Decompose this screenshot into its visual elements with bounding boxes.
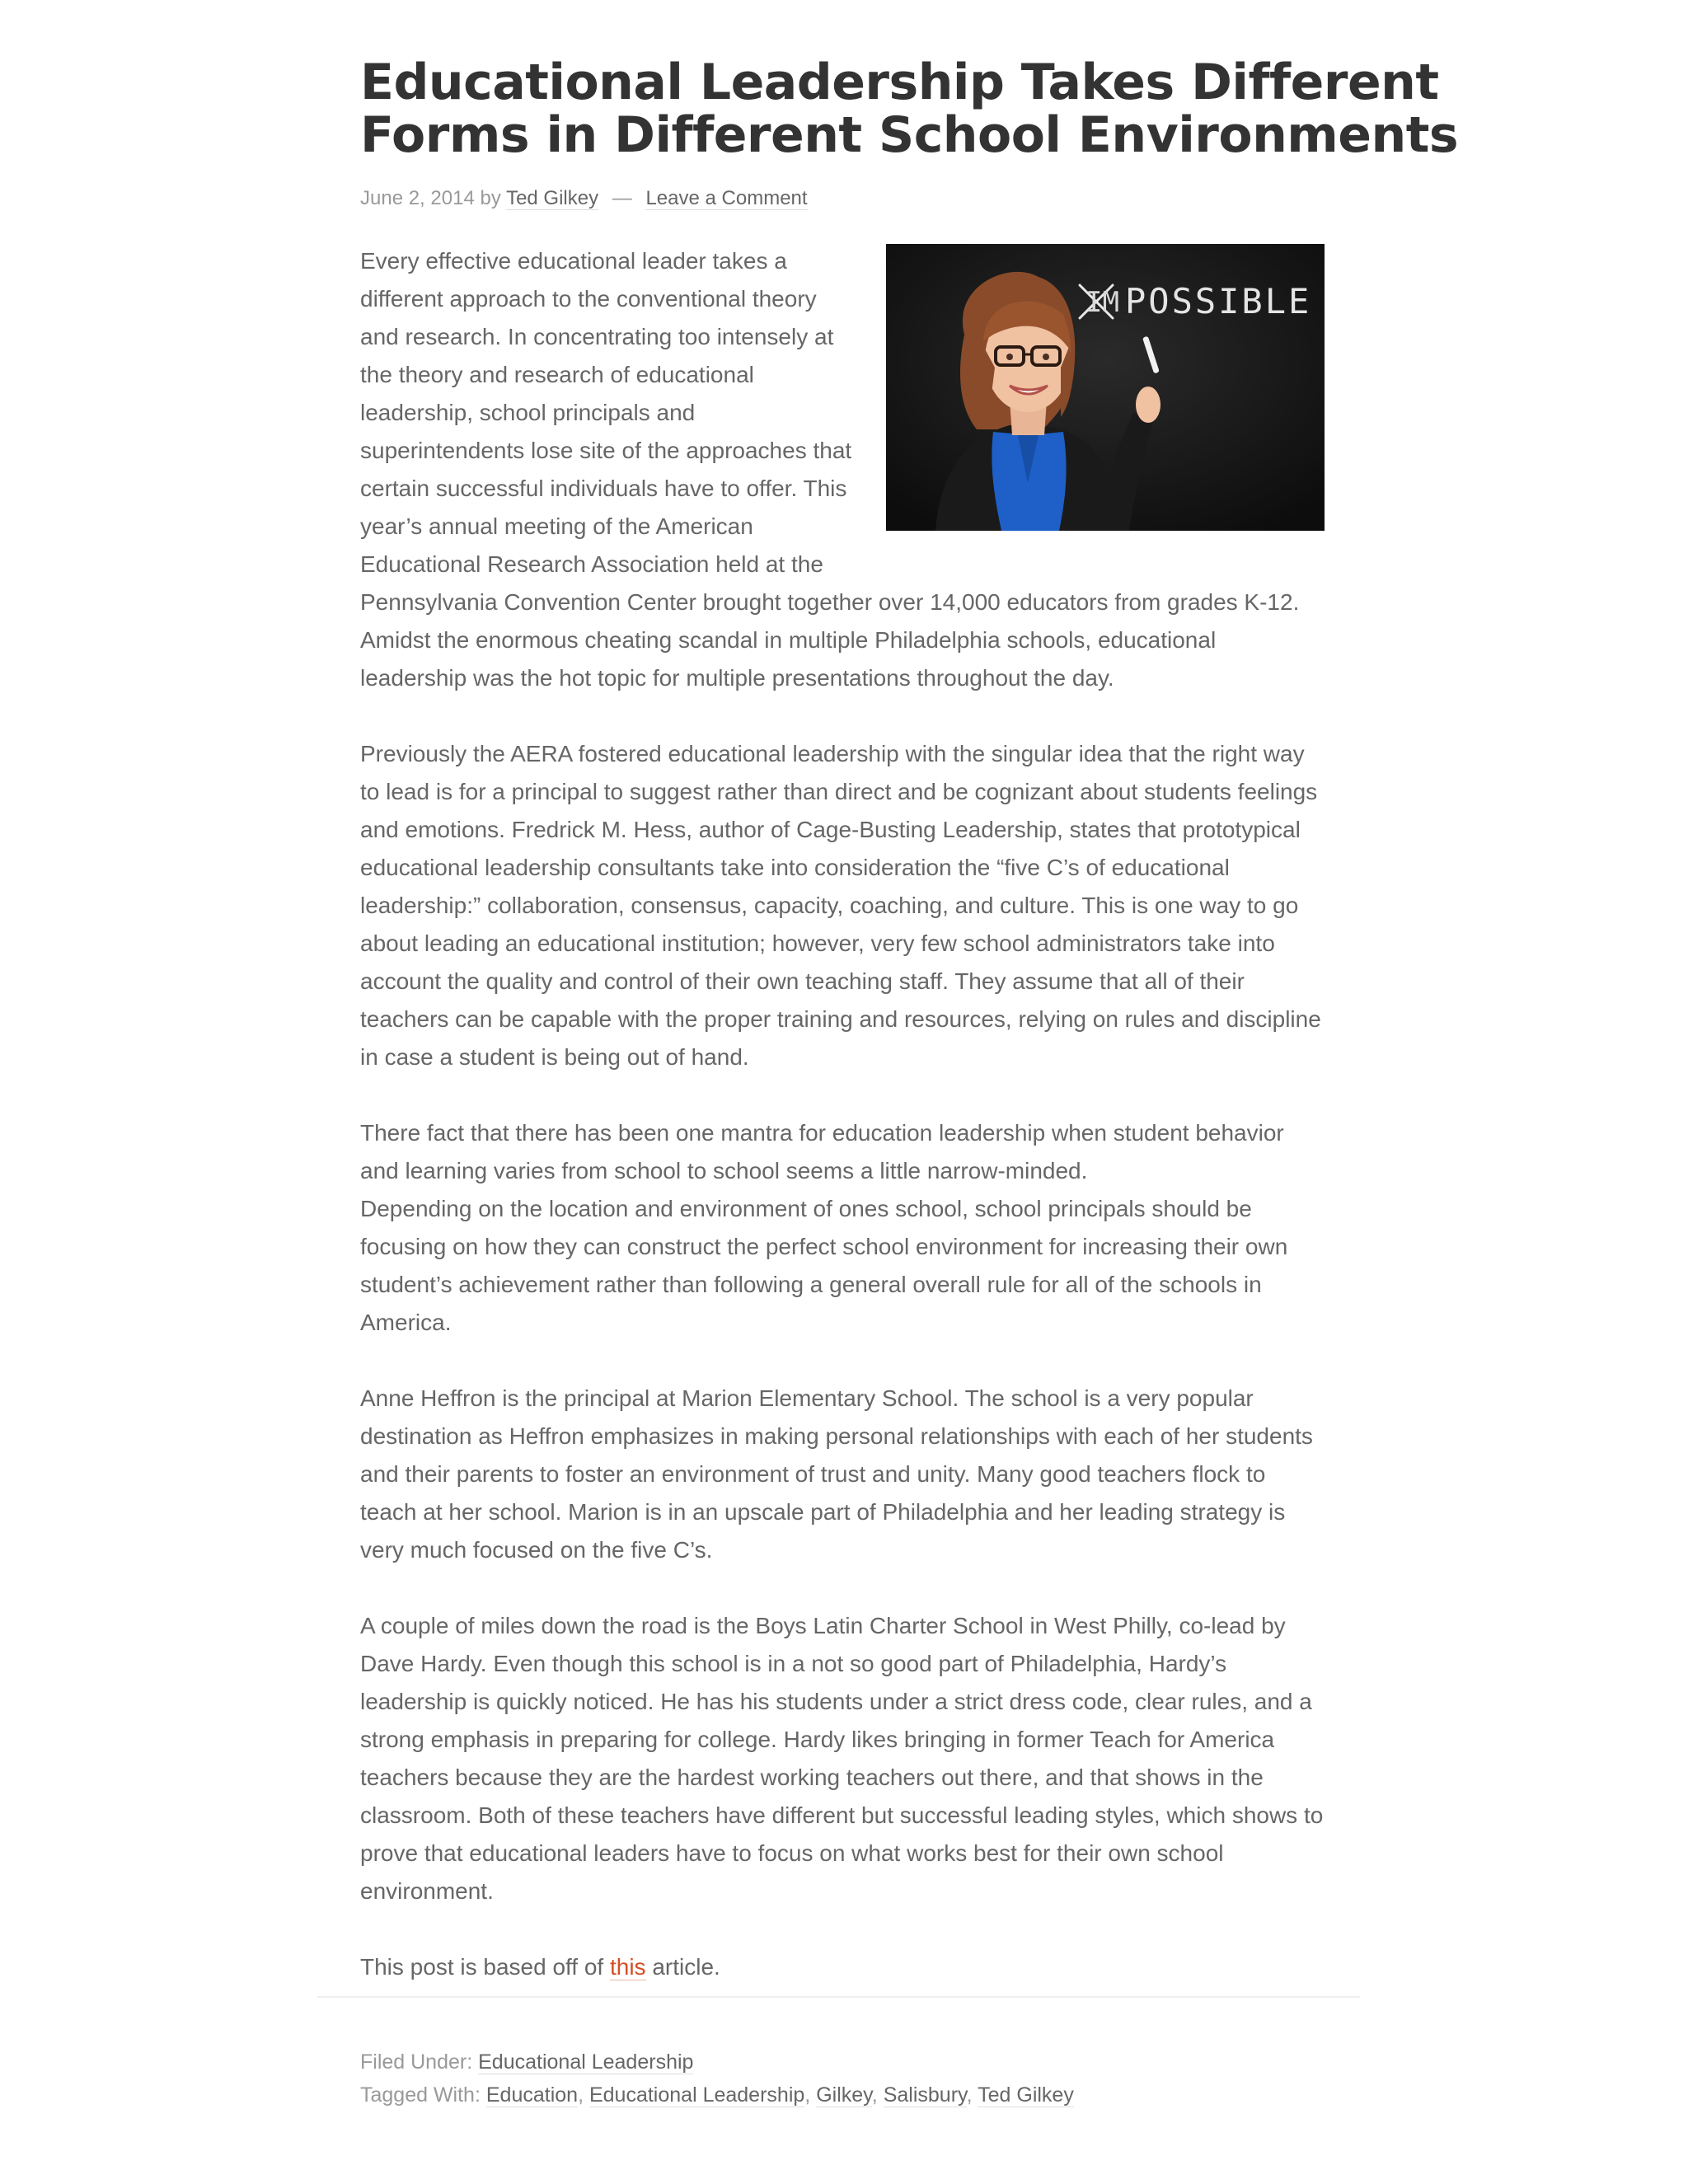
tagged-with-row [360,2079,1074,2111]
tag-separator: , [804,2083,817,2107]
teacher-chalkboard-image [886,244,1325,531]
leave-comment-link[interactable]: Leave a Comment [645,187,808,209]
tag-separator: , [578,2083,589,2107]
tag-link[interactable]: Salisbury [883,2083,967,2107]
post-title-line-2: Forms in Different School Environments [360,106,1459,164]
author-link[interactable]: Ted Gilkey [506,187,599,209]
source-paragraph [360,1948,1325,1986]
filed-under-label: Filed Under: [360,2050,479,2074]
source-before-text: This post is based off of [360,1954,610,1980]
post-content [360,242,1325,1986]
source-after-text: article. [645,1954,720,1980]
paragraph-3b: Depending on the location and environment of ones school, school principals should be focusing on how they can construct the perfect school environment for increasing their own student’s achievement rather than following a general overall rule for all of the schools in America. [360,1196,1288,1335]
post-title-line-1: Educational Leadership Takes Different [360,54,1439,111]
post-date: June 2, 2014 [360,187,475,209]
struck-prefix-text: IM [1085,286,1119,319]
tag-link[interactable]: Education [485,2083,579,2107]
source-article-link[interactable]: this [609,1954,646,1980]
paragraph-5: A couple of miles down the road is the Boys Latin Charter School in West Philly, co-lead by Dave Hardy. Even though this school is in a not so good part of Philadelphia, Hardy’s leadership is quickly noticed. He has his students under a strict dress code, clear rules, and a strong emphasis in preparing for college. Hardy likes bringing in former Teach for America teachers because they are the hardest working teachers out there, and that shows in the classroom. Both of these teachers have different but successful leading styles, which shows to prove that educational leaders have to focus on what works best for their own school environment. [360,1613,1324,1904]
tag-link[interactable]: Ted Gilkey [978,2083,1074,2107]
paragraph-2: Previously the AERA fostered educational leadership with the singular idea that the right way to lead is for a principal to suggest rather than direct and be cognizant about students feelings and emotions. Fredrick M. Hess, author of Cage-Busting Leadership, states that prototypical educational leadership consultants take into consideration the “five C’s of educational leadership:” collaboration, consensus, capacity, coaching, and culture. This is one way to go about leading an educational institution; however, very few school administrators take into account the quality and control of their own teaching staff. They assume that all of their teachers can be capable with the proper training and resources, relying on rules and discipline in case a student is being out of hand. [360,741,1321,1070]
post-footer [360,2046,1074,2111]
blog-post [360,0,1459,2024]
post-title [360,54,1459,164]
post-meta [360,186,1325,211]
paragraph-3a: There fact that there has been one mantra for education leadership when student behavior and learning varies from school to school seems a little narrow-minded. [360,1120,1284,1183]
filed-under-row [360,2046,1074,2079]
meta-separator: — [612,187,632,209]
tag-link[interactable]: Educational Leadership [588,2083,805,2107]
tagged-with-label: Tagged With: [360,2083,486,2107]
teacher-illustration [886,244,1325,531]
category-link[interactable]: Educational Leadership [478,2050,694,2074]
tag-separator: , [871,2083,884,2107]
footer-divider [317,1996,1360,1998]
chalkboard-text: POSSIBLE [1125,281,1312,321]
tag-separator: , [966,2083,978,2107]
paragraph-1: Every effective educational leader takes a different approach to the conventional theory and research. In concentrating too intensely at the theory and research of educational leadership, school principals and superintendents lose site of the approaches that certain successful individuals have to offer. This year’s annual meeting of the American Educational Research Association held at the Pennsylvania Convention Center brought together over 14,000 educators from grades K-12. Amidst the enormous cheating scandal in multiple Philadelphia schools, educational leadership was the hot topic for multiple presentations throughout the day. [360,248,1300,691]
post-by: by [480,187,501,209]
paragraph-4: Anne Heffron is the principal at Marion Elementary School. The school is a very popular destination as Heffron emphasizes in making personal relationships with each of her students and their parents to foster an environment of trust and unity. Many good teachers flock to teach at her school. Marion is in an upscale part of Philadelphia and her leading strategy is very much focused on the five C’s. [360,1385,1313,1563]
tag-link[interactable]: Gilkey [816,2083,872,2107]
